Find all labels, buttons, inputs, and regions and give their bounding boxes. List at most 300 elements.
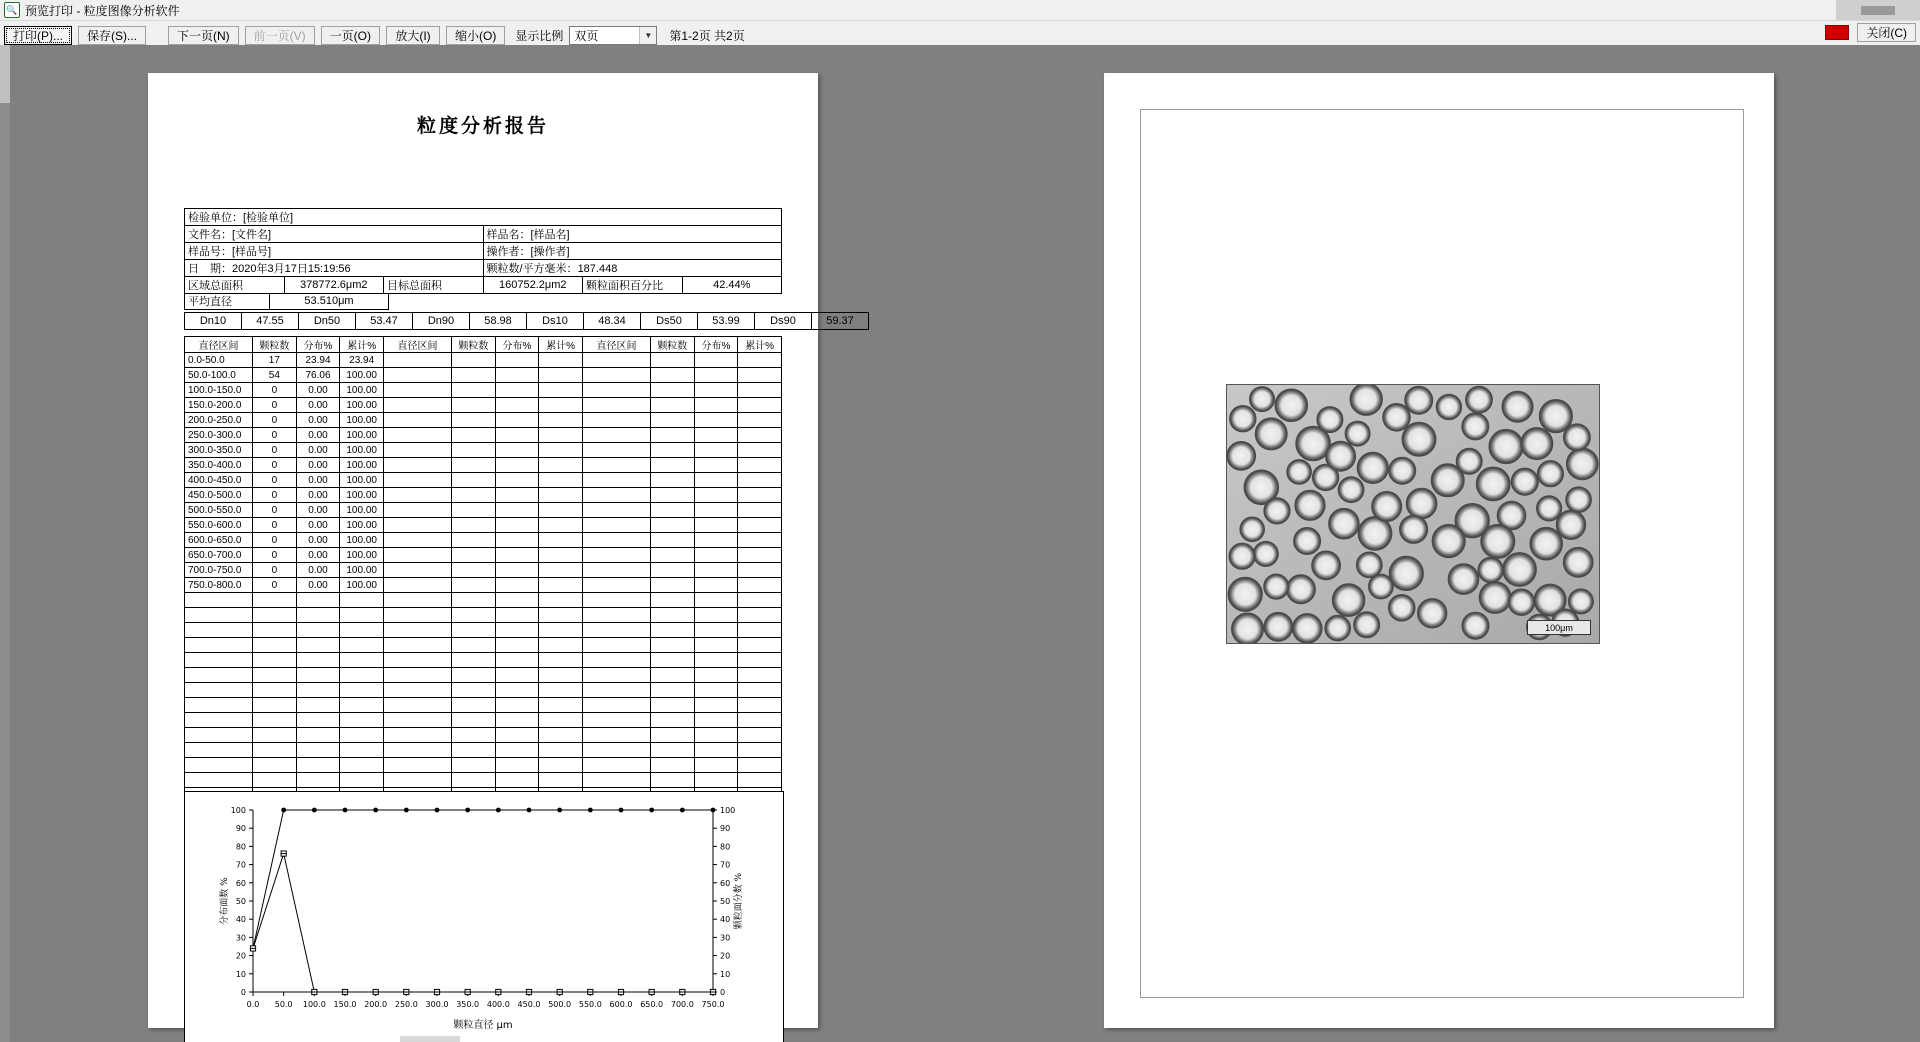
table-cell-empty (253, 728, 297, 743)
svg-text:60: 60 (720, 878, 731, 888)
table-cell-empty (650, 503, 694, 518)
operator-cell (483, 243, 782, 260)
table-cell-empty (539, 758, 583, 773)
scrollbar-thumb[interactable] (0, 45, 10, 103)
particle-bead (1333, 584, 1365, 616)
column-header: 直径区间 (383, 337, 451, 353)
table-cell-empty (650, 398, 694, 413)
distribution-chart (184, 791, 784, 1042)
table-cell-empty (296, 623, 340, 638)
table-cell-empty (582, 563, 650, 578)
file-value: [文件名] (232, 229, 272, 241)
table-row (185, 758, 782, 773)
table-cell-empty (452, 473, 496, 488)
table-cell-empty (539, 698, 583, 713)
table-cell-empty (539, 503, 583, 518)
table-cell-empty (582, 728, 650, 743)
particle-bead (1402, 423, 1435, 456)
table-cell-empty (495, 623, 539, 638)
zoom-out-button[interactable]: 缩小(O) (446, 26, 505, 45)
table-cell-empty (383, 728, 451, 743)
table-cell-empty (340, 728, 384, 743)
table-cell-empty (452, 548, 496, 563)
table-cell-empty (694, 728, 738, 743)
table-row (185, 593, 782, 608)
table-cell-empty (582, 473, 650, 488)
particle-bead (1569, 589, 1593, 613)
area-pct-label: 颗粒面积百分比 (583, 277, 683, 294)
particle-bead (1503, 553, 1536, 586)
table-cell-empty (582, 653, 650, 668)
table-cell-empty (495, 413, 539, 428)
particle-bead (1449, 564, 1479, 594)
count-per-mm-value: 187.448 (577, 263, 618, 275)
particle-bead (1537, 496, 1562, 521)
table-cell-empty (582, 638, 650, 653)
particle-bead (1232, 613, 1263, 643)
table-cell-empty (650, 698, 694, 713)
table-cell-empty (185, 758, 253, 773)
table-cell-empty (650, 533, 694, 548)
table-cell-empty (539, 668, 583, 683)
table-cell-empty (738, 368, 782, 383)
dn-value: 47.55 (242, 313, 299, 330)
sample-name-cell (483, 226, 782, 243)
particle-bead (1407, 489, 1437, 519)
table-cell: 700.0-750.0 (185, 563, 253, 578)
table-cell-empty (650, 443, 694, 458)
table-row (185, 533, 782, 548)
table-row (185, 638, 782, 653)
table-cell-empty (582, 623, 650, 638)
particle-bead (1567, 448, 1598, 479)
table-cell-empty (738, 488, 782, 503)
particle-bead (1432, 525, 1465, 558)
table-cell-empty (738, 638, 782, 653)
table-cell-empty (539, 443, 583, 458)
report-title: 粒度分析报告 (416, 115, 549, 137)
file-cell (185, 226, 484, 243)
svg-text:20: 20 (235, 951, 246, 961)
toolbar-right (1825, 23, 1916, 42)
table-row (185, 443, 782, 458)
particle-bead (1264, 498, 1290, 524)
dn-value: 53.99 (698, 313, 755, 330)
table-cell-empty (495, 458, 539, 473)
particle-bead (1512, 468, 1539, 495)
table-cell-empty (340, 713, 384, 728)
chevron-down-icon[interactable]: ▼ (639, 27, 656, 44)
page2-frame (1140, 109, 1744, 998)
table-cell-empty (383, 473, 451, 488)
next-page-button[interactable]: 下一页(N) (168, 26, 239, 45)
zoom-in-button[interactable]: 放大(I) (386, 26, 440, 45)
table-cell-empty (383, 398, 451, 413)
table-cell-empty (582, 593, 650, 608)
column-header: 直径区间 (185, 337, 253, 353)
table-cell-empty (495, 743, 539, 758)
report-header-table (184, 208, 782, 294)
table-cell: 0.00 (296, 383, 340, 398)
table-cell-empty (340, 668, 384, 683)
table-cell: 0 (253, 533, 297, 548)
vertical-scrollbar[interactable] (0, 45, 10, 1042)
table-cell: 100.00 (340, 428, 384, 443)
particle-bead (1256, 418, 1287, 449)
table-cell-empty (539, 428, 583, 443)
sample-no-label: 样品号： (188, 246, 232, 258)
area-pct-number: 42.44% (713, 279, 751, 291)
column-header: 分布% (694, 337, 738, 353)
table-cell-empty (650, 428, 694, 443)
close-color-icon (1825, 25, 1849, 40)
table-cell-empty (452, 533, 496, 548)
table-cell-empty (539, 398, 583, 413)
table-row (185, 413, 782, 428)
table-cell-empty (383, 458, 451, 473)
table-cell-empty (185, 728, 253, 743)
table-cell-empty (495, 473, 539, 488)
table-cell-empty (582, 608, 650, 623)
table-cell-empty (452, 608, 496, 623)
svg-text:250.0: 250.0 (394, 1000, 418, 1009)
table-cell-empty (495, 533, 539, 548)
table-cell-empty (650, 593, 694, 608)
table-cell-empty (539, 638, 583, 653)
table-cell-empty (582, 518, 650, 533)
table-cell-empty (340, 593, 384, 608)
table-cell-empty (253, 623, 297, 638)
area-total-label: 区域总面积 (185, 277, 285, 294)
table-cell-empty (694, 758, 738, 773)
report-header-table-2 (184, 293, 782, 310)
table-row (185, 313, 869, 330)
close-button[interactable]: 关闭(C) (1857, 23, 1916, 42)
column-header: 累计% (738, 337, 782, 353)
table-cell-empty (383, 758, 451, 773)
table-cell-empty (495, 668, 539, 683)
preview-area (0, 45, 1920, 1042)
sample-name-value: [样品名] (530, 229, 570, 241)
table-cell-empty (253, 773, 297, 788)
table-row (185, 743, 782, 758)
svg-text:80: 80 (235, 842, 246, 852)
table-cell-empty (539, 623, 583, 638)
particle-bead (1538, 461, 1564, 487)
particle-bead (1489, 430, 1523, 464)
table-cell-empty (253, 758, 297, 773)
table-cell-empty (340, 608, 384, 623)
svg-text:10: 10 (235, 969, 246, 979)
particle-bead (1481, 525, 1514, 558)
unit-cell (185, 209, 782, 226)
table-cell: 250.0-300.0 (185, 428, 253, 443)
table-row (185, 548, 782, 563)
table-cell-empty (582, 548, 650, 563)
particle-bead (1345, 421, 1369, 445)
table-cell-empty (738, 593, 782, 608)
save-button[interactable]: 保存(S)... (78, 26, 146, 45)
particle-bead (1372, 492, 1401, 521)
table-row (185, 668, 782, 683)
particle-bead (1389, 595, 1415, 621)
scale-label: 显示比例 (515, 28, 564, 43)
particle-bead (1264, 613, 1292, 641)
unit-value: [检验单位] (243, 212, 294, 224)
table-cell: 100.00 (340, 548, 384, 563)
sample-no-value: [样品号] (232, 246, 272, 258)
table-cell-empty (582, 383, 650, 398)
table-cell-empty (495, 653, 539, 668)
table-cell-empty (185, 698, 253, 713)
table-cell-empty (582, 398, 650, 413)
table-row (185, 503, 782, 518)
dn-key: Dn50 (299, 313, 356, 330)
dn-value: 59.37 (812, 313, 869, 330)
table-cell-empty (495, 428, 539, 443)
table-cell-empty (694, 383, 738, 398)
particle-bead (1326, 442, 1355, 471)
table-cell-empty (738, 773, 782, 788)
svg-text:300.0: 300.0 (425, 1000, 449, 1009)
particle-bead (1509, 589, 1535, 615)
particle-bead (1227, 442, 1255, 470)
table-row (185, 773, 782, 788)
table-cell: 500.0-550.0 (185, 503, 253, 518)
dn-key: Ds10 (527, 313, 584, 330)
table-cell-empty (383, 653, 451, 668)
svg-text:20: 20 (720, 951, 731, 961)
particle-bead (1564, 548, 1593, 577)
table-cell-empty (694, 503, 738, 518)
particle-bead (1339, 477, 1364, 502)
particle-bead (1389, 458, 1415, 484)
particle-bead (1325, 616, 1350, 641)
svg-text:650.0: 650.0 (640, 1000, 664, 1009)
table-cell-empty (694, 353, 738, 368)
particle-bead (1293, 614, 1322, 643)
table-cell-empty (452, 698, 496, 713)
print-button[interactable]: 打印(P)... (4, 26, 72, 45)
title-bar (0, 0, 1920, 21)
avg-diam-label: 平均直径 (185, 293, 270, 310)
table-cell-empty (694, 398, 738, 413)
column-header: 直径区间 (582, 337, 650, 353)
table-cell-empty (495, 638, 539, 653)
table-cell-empty (650, 473, 694, 488)
table-cell-empty (495, 593, 539, 608)
particle-bead (1350, 385, 1382, 415)
table-cell: 100.00 (340, 533, 384, 548)
window-title: 预览打印 - 粒度图像分析软件 (25, 3, 180, 18)
table-cell: 100.00 (340, 368, 384, 383)
table-cell-empty (738, 713, 782, 728)
table-row (185, 488, 782, 503)
table-cell: 0 (253, 413, 297, 428)
micrograph-svg (1227, 385, 1599, 643)
table-cell-empty (582, 683, 650, 698)
column-header: 累计% (539, 337, 583, 353)
dn-value: 48.34 (584, 313, 641, 330)
table-cell: 100.00 (340, 488, 384, 503)
table-cell-empty (738, 698, 782, 713)
svg-text:0.0: 0.0 (246, 1000, 260, 1009)
table-cell-empty (185, 623, 253, 638)
table-cell-empty (539, 728, 583, 743)
table-row (185, 383, 782, 398)
table-cell-empty (296, 593, 340, 608)
table-cell-empty (694, 623, 738, 638)
table-cell-empty (383, 428, 451, 443)
table-cell: 350.0-400.0 (185, 458, 253, 473)
table-cell-empty (495, 443, 539, 458)
svg-text:40: 40 (235, 915, 246, 925)
table-cell-empty (340, 773, 384, 788)
table-cell-empty (495, 713, 539, 728)
table-cell-empty (383, 668, 451, 683)
table-cell: 100.00 (340, 383, 384, 398)
table-cell: 0.00 (296, 443, 340, 458)
table-cell-empty (539, 683, 583, 698)
table-cell-empty (694, 608, 738, 623)
table-cell-empty (650, 563, 694, 578)
table-cell-empty (650, 608, 694, 623)
table-cell-empty (452, 518, 496, 533)
target-area-label: 目标总面积 (384, 277, 484, 294)
particle-bead (1557, 510, 1586, 539)
table-cell: 600.0-650.0 (185, 533, 253, 548)
table-cell-empty (452, 443, 496, 458)
table-cell-empty (539, 458, 583, 473)
table-cell-empty (650, 743, 694, 758)
table-row (185, 563, 782, 578)
avg-diam-value: 53.510μm (270, 293, 389, 310)
table-cell-empty (495, 548, 539, 563)
table-cell-empty (383, 368, 451, 383)
svg-text:150.0: 150.0 (333, 1000, 357, 1009)
particle-bead (1287, 460, 1311, 484)
svg-text:90: 90 (235, 824, 246, 834)
table-cell-empty (452, 683, 496, 698)
table-cell: 0.00 (296, 548, 340, 563)
table-cell-empty (582, 488, 650, 503)
count-per-mm-cell (483, 260, 782, 277)
table-cell-empty (185, 593, 253, 608)
table-cell-empty (738, 578, 782, 593)
operator-value: [操作者] (530, 246, 570, 258)
table-cell-empty (185, 743, 253, 758)
file-label: 文件名： (188, 229, 232, 241)
table-row (185, 353, 782, 368)
table-cell: 150.0-200.0 (185, 398, 253, 413)
table-row (185, 209, 782, 226)
column-header: 分布% (296, 337, 340, 353)
svg-text:0: 0 (240, 988, 246, 997)
table-cell-empty (694, 518, 738, 533)
sample-name-label: 样品名： (486, 229, 531, 241)
table-cell: 450.0-500.0 (185, 488, 253, 503)
scale-select[interactable] (569, 26, 657, 45)
table-cell-empty (340, 638, 384, 653)
table-cell-empty (650, 488, 694, 503)
svg-text:30: 30 (235, 933, 246, 943)
window-controls[interactable] (1836, 0, 1920, 20)
dn-key: Dn90 (413, 313, 470, 330)
table-row (185, 518, 782, 533)
table-cell: 76.06 (296, 368, 340, 383)
table-cell-empty (340, 758, 384, 773)
table-cell-empty (452, 623, 496, 638)
scale-select-value: 双页 (574, 28, 599, 43)
table-row (185, 578, 782, 593)
table-cell-empty (495, 563, 539, 578)
table-cell-empty (582, 743, 650, 758)
table-cell-empty (296, 728, 340, 743)
table-cell-empty (296, 653, 340, 668)
table-cell-empty (253, 698, 297, 713)
table-cell-empty (383, 638, 451, 653)
table-cell-empty (253, 713, 297, 728)
table-cell-empty (452, 503, 496, 518)
table-cell-empty (539, 593, 583, 608)
table-cell-empty (253, 668, 297, 683)
particle-micrograph (1226, 384, 1600, 644)
svg-text:70: 70 (720, 860, 731, 870)
table-cell: 0.00 (296, 473, 340, 488)
table-cell-empty (452, 368, 496, 383)
table-cell: 0.0-50.0 (185, 353, 253, 368)
table-cell-empty (694, 683, 738, 698)
table-cell-empty (738, 533, 782, 548)
table-cell-empty (582, 443, 650, 458)
table-cell-empty (253, 593, 297, 608)
table-cell-empty (296, 608, 340, 623)
preview-page-1[interactable] (148, 73, 854, 1031)
table-cell-empty (582, 773, 650, 788)
table-cell-empty (650, 623, 694, 638)
table-cell-empty (296, 668, 340, 683)
table-cell-empty (452, 713, 496, 728)
table-cell-empty (650, 668, 694, 683)
particle-bead (1264, 574, 1289, 599)
particle-bead (1502, 392, 1532, 422)
table-cell-empty (539, 653, 583, 668)
table-cell-empty (383, 593, 451, 608)
table-cell-empty (383, 773, 451, 788)
table-cell: 400.0-450.0 (185, 473, 253, 488)
table-cell-empty (738, 458, 782, 473)
particle-bead (1254, 542, 1278, 566)
table-cell-empty (383, 533, 451, 548)
date-value: 2020年3月17日15:19:56 (232, 263, 351, 275)
particle-bead (1566, 487, 1591, 512)
table-cell-empty (582, 668, 650, 683)
table-cell-empty (452, 653, 496, 668)
particle-bead (1250, 387, 1274, 411)
table-cell: 0.00 (296, 578, 340, 593)
particle-bead (1390, 557, 1424, 591)
table-cell-empty (185, 773, 253, 788)
table-cell-empty (582, 353, 650, 368)
table-cell-empty (694, 563, 738, 578)
preview-page-2[interactable] (1104, 73, 1774, 1028)
table-cell: 650.0-700.0 (185, 548, 253, 563)
prev-page-button[interactable]: 前一页(V) (245, 26, 315, 45)
table-cell: 100.00 (340, 563, 384, 578)
table-cell: 100.00 (340, 518, 384, 533)
one-page-button[interactable]: 一页(O) (321, 26, 380, 45)
table-cell-empty (495, 773, 539, 788)
